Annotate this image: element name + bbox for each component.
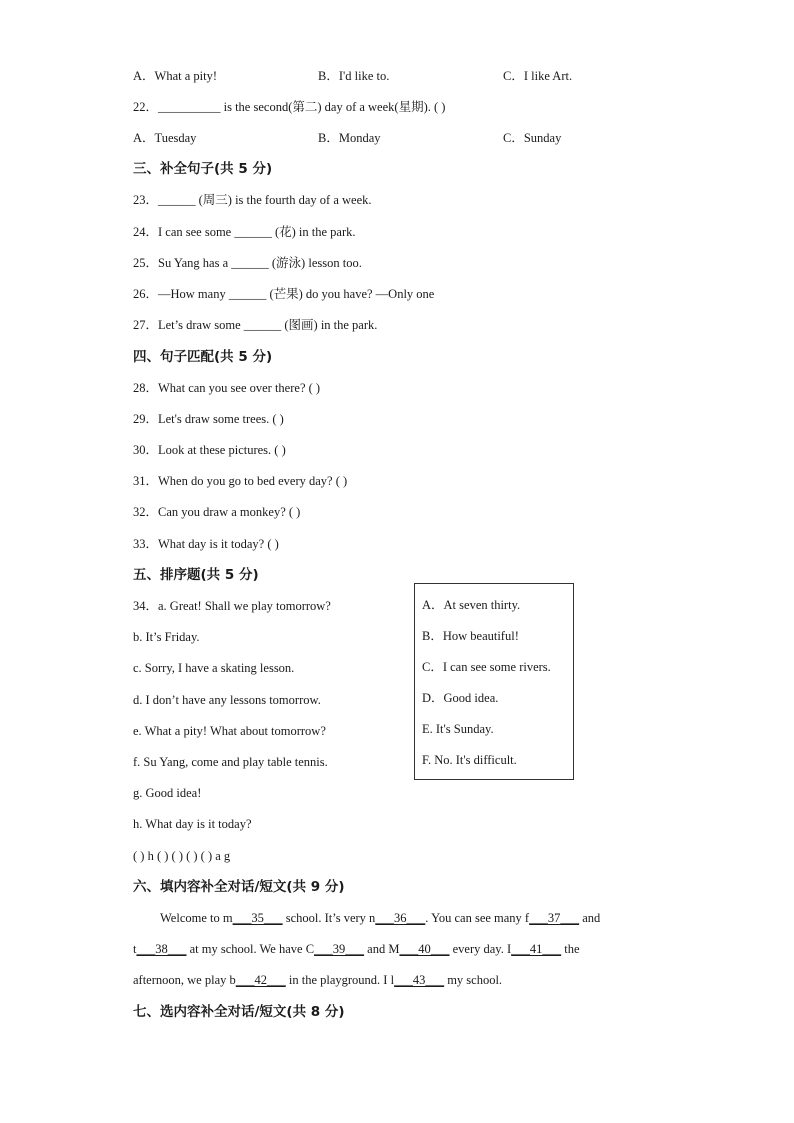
section4-title: 四、句子匹配(共 5 分) (133, 349, 273, 365)
blank-39: ___39___ (314, 942, 365, 956)
passage-text: the (561, 942, 580, 956)
q22-option-b: B．Monday (318, 131, 381, 145)
passage-text: my school. (444, 973, 503, 987)
q30: 30．Look at these pictures. ( ) (133, 443, 286, 457)
q22-option-c: C．Sunday (503, 131, 562, 145)
passage-text: afternoon, we play b (133, 973, 236, 987)
q27: 27．Let’s draw some ______ (图画) in the park. (133, 318, 378, 332)
q34-line-c: c. Sorry, I have a skating lesson. (133, 661, 295, 675)
q22-option-a: A．Tuesday (133, 131, 197, 145)
q31: 31．When do you go to bed every day? ( ) (133, 474, 348, 488)
blank-38: ___38___ (136, 942, 187, 956)
section6-title: 六、填内容补全对话/短文(共 9 分) (133, 879, 345, 895)
passage-text: Welcome to m (160, 911, 233, 925)
q33: 33．What day is it today? ( ) (133, 537, 279, 551)
q26: 26．—How many ______ (芒果) do you have? —Only one (133, 287, 435, 301)
match-option-e: E. It's Sunday. (422, 722, 494, 736)
passage-text: at my school. We have C (186, 942, 315, 956)
q34-line-g: g. Good idea! (133, 786, 202, 800)
passage-text: and M (364, 942, 400, 956)
q28: 28．What can you see over there? ( ) (133, 381, 321, 395)
q34-line-e: e. What a pity! What about tomorrow? (133, 724, 326, 738)
q34-line-d: d. I don’t have any lessons tomorrow. (133, 693, 321, 707)
match-option-d: D．Good idea. (422, 691, 499, 705)
q34-line-h: h. What day is it today? (133, 817, 252, 831)
q24: 24．I can see some ______ (花) in the park. (133, 225, 356, 239)
q25: 25．Su Yang has a ______ (游泳) lesson too. (133, 256, 362, 270)
passage-line-2 (133, 941, 580, 957)
passage-text: t (133, 942, 137, 956)
blank-43: ___43___ (394, 973, 445, 987)
passage-line-1 (160, 910, 600, 926)
passage-text: . You can see many f (425, 911, 530, 925)
q29: 29．Let's draw some trees. ( ) (133, 412, 284, 426)
blank-40: ___40___ (399, 942, 450, 956)
q21-option-a: A．What a pity! (133, 69, 218, 83)
q34-answer-line: ( ) h ( ) ( ) ( ) ( ) a g (133, 849, 231, 863)
passage-text: and (579, 911, 601, 925)
passage-line-3 (133, 972, 502, 988)
section3-title: 三、补全句子(共 5 分) (133, 161, 273, 177)
passage-text: school. It’s very n (282, 911, 376, 925)
match-option-c: C．I can see some rivers. (422, 660, 551, 674)
blank-42: ___42___ (235, 973, 286, 987)
passage-text: every day. I (449, 942, 512, 956)
blank-37: ___37___ (529, 911, 580, 925)
q34-line-f: f. Su Yang, come and play table tennis. (133, 755, 328, 769)
q34-line-b: b. It’s Friday. (133, 630, 200, 644)
blank-41: ___41___ (511, 942, 562, 956)
q22-stem: 22．__________ is the second(第二) day of a week(星期). ( ) (133, 100, 446, 114)
match-option-f: F. No. It's difficult. (422, 753, 517, 767)
blank-35: ___35___ (232, 911, 283, 925)
q23: 23．______ (周三) is the fourth day of a week. (133, 193, 372, 207)
q21-option-c: C．I like Art. (503, 69, 573, 83)
q34-line-a: 34．a. Great! Shall we play tomorrow? (133, 599, 331, 613)
blank-36: ___36___ (375, 911, 426, 925)
q32: 32．Can you draw a monkey? ( ) (133, 505, 301, 519)
match-option-a: A．At seven thirty. (422, 598, 521, 612)
section5-title: 五、排序题(共 5 分) (133, 567, 259, 583)
passage-text: in the playground. I l (285, 973, 395, 987)
q21-option-b: B．I'd like to. (318, 69, 390, 83)
match-option-b: B．How beautiful! (422, 629, 519, 643)
section7-title: 七、选内容补全对话/短文(共 8 分) (133, 1004, 345, 1020)
